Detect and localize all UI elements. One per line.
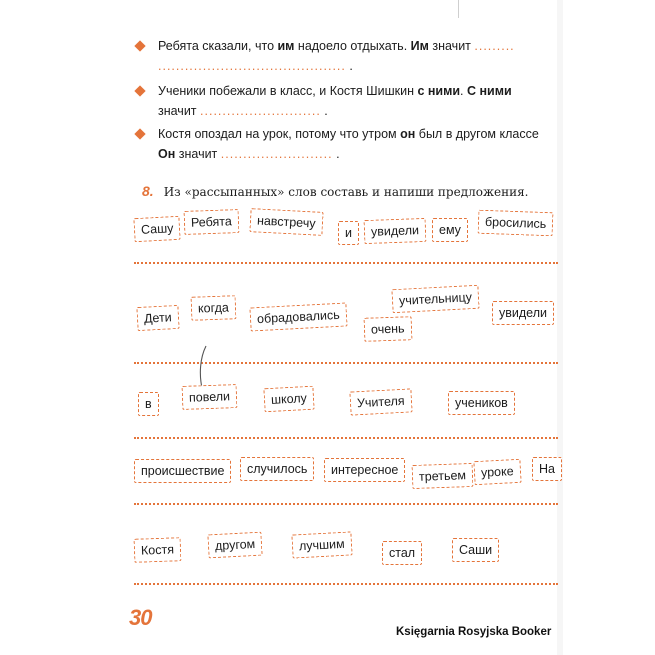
answer-line[interactable] (134, 262, 558, 264)
fill-in-dots[interactable]: ........................... (200, 104, 321, 118)
emphasis: Им (410, 39, 429, 53)
emphasis: Он (158, 147, 176, 161)
exercise-item-text: Костя опоздал на урок, потому что утром он был в другом классе Он значит ......................... . (158, 127, 539, 161)
fill-in-dots[interactable]: .......................................... (158, 59, 346, 73)
word-card[interactable]: бросились (478, 210, 554, 237)
word-card[interactable]: интересное (324, 458, 405, 482)
word-card[interactable]: стал (382, 541, 422, 565)
word-card[interactable]: повели (182, 384, 238, 410)
bullet-diamond-icon (134, 128, 145, 139)
word-card[interactable]: учеников (448, 391, 515, 415)
word-card[interactable]: Сашу (133, 216, 181, 242)
word-card[interactable]: происшествие (134, 459, 231, 483)
answer-line[interactable] (134, 583, 558, 585)
bullet-diamond-icon (134, 40, 145, 51)
word-card[interactable]: в (138, 392, 159, 416)
exercise-item-3 (138, 124, 558, 164)
answer-line[interactable] (134, 503, 558, 505)
word-card[interactable]: школу (263, 386, 314, 413)
word-card[interactable]: учительницу (391, 285, 479, 314)
task-instruction: Из «рассыпанных» слов составь и напиши предложения. (163, 185, 529, 199)
word-card[interactable]: Дети (136, 305, 179, 331)
task-number: 8. (142, 183, 154, 199)
exercise-item-text: Ученики побежали в класс, и Костя Шишкин с ними. С ними значит ........................... . (158, 84, 512, 118)
bullet-diamond-icon (134, 85, 145, 96)
fill-in-dots[interactable]: ......................... (220, 147, 333, 161)
top-rule (458, 0, 459, 18)
word-card[interactable]: увидели (492, 301, 554, 325)
emphasis: с ними (417, 84, 461, 98)
emphasis: С ними (467, 84, 512, 98)
fill-in-dots[interactable]: ......... (474, 39, 515, 53)
word-card[interactable]: уроке (473, 459, 521, 485)
watermark: Księgarnia Rosyjska Booker (396, 626, 552, 638)
word-card[interactable]: когда (191, 295, 237, 321)
word-card[interactable]: обрадовались (249, 302, 347, 331)
word-card[interactable]: лучшим (291, 531, 352, 558)
word-card[interactable]: Учителя (349, 388, 412, 415)
emphasis: им (277, 39, 295, 53)
exercise-item-2 (138, 81, 558, 121)
word-card[interactable]: На (532, 457, 562, 481)
word-card[interactable]: и (338, 221, 359, 245)
emphasis: он (400, 127, 416, 141)
word-card[interactable]: случилось (240, 457, 314, 481)
word-card[interactable]: очень (364, 316, 412, 342)
word-card[interactable]: Саши (452, 538, 499, 562)
word-card[interactable]: другом (207, 532, 262, 559)
word-card[interactable]: увидели (364, 218, 427, 244)
word-card[interactable]: ему (432, 218, 468, 242)
page-number: 30 (129, 605, 152, 630)
answer-line[interactable] (134, 437, 558, 439)
word-card[interactable]: Ребята (184, 209, 240, 235)
word-card[interactable]: третьем (412, 463, 474, 489)
exercise-item-text: Ребята сказали, что им надоело отдыхать. Им значит ......... .......................................... . (158, 39, 515, 73)
word-card[interactable]: Костя (134, 537, 182, 563)
exercise-item-1 (138, 36, 558, 76)
task-heading (142, 183, 528, 199)
word-card[interactable]: навстречу (249, 208, 323, 236)
